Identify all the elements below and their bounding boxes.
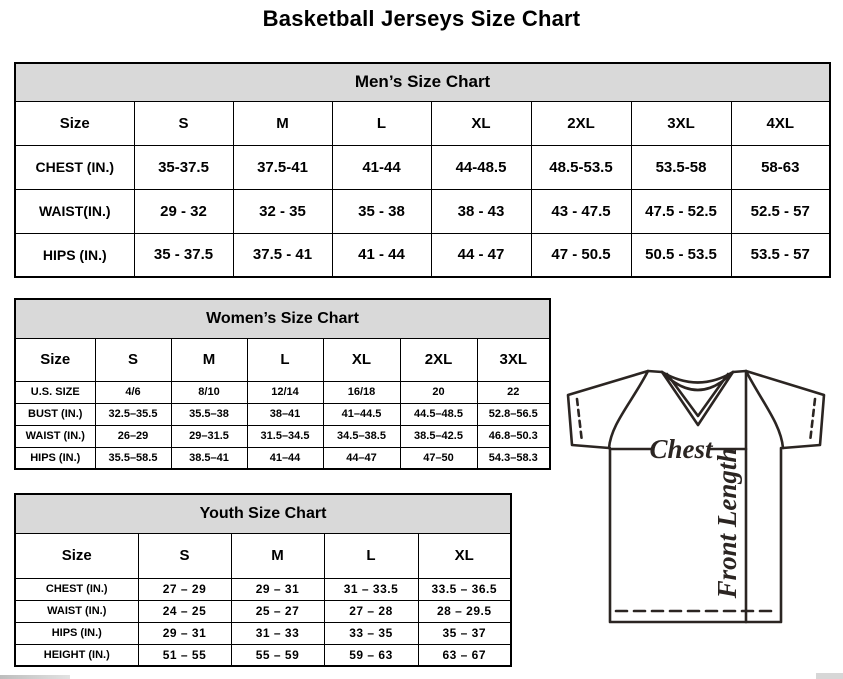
- column-header: 3XL: [631, 101, 731, 145]
- column-header: Size: [15, 338, 95, 381]
- cell: 37.5-41: [233, 145, 332, 189]
- column-header: L: [332, 101, 431, 145]
- cell: 35 – 37: [418, 622, 511, 644]
- womens-table-title: Women’s Size Chart: [15, 299, 550, 338]
- column-header: 4XL: [731, 101, 830, 145]
- table-row: [15, 145, 830, 189]
- column-header: XL: [418, 533, 511, 578]
- row-label: WAIST(IN.): [15, 189, 134, 233]
- table-row: [15, 233, 830, 277]
- table-row: [15, 189, 830, 233]
- cell: 52.8–56.5: [477, 403, 550, 425]
- cell: 50.5 - 53.5: [631, 233, 731, 277]
- cell: 33 – 35: [324, 622, 418, 644]
- jersey-measurement-diagram-icon: [556, 360, 843, 640]
- page-title: Basketball Jerseys Size Chart: [262, 6, 581, 31]
- youth-column-header-row: [15, 533, 511, 578]
- cell: 44.5–48.5: [400, 403, 477, 425]
- cell: 44–47: [323, 447, 400, 469]
- table-row: [15, 403, 550, 425]
- youth-table-title: Youth Size Chart: [15, 494, 511, 533]
- cell: 35 - 37.5: [134, 233, 233, 277]
- womens-table-header-band: [15, 299, 550, 338]
- row-label: HIPS (IN.): [15, 447, 95, 469]
- cell: 41–44: [247, 447, 323, 469]
- jersey-armhole-left: [609, 371, 648, 448]
- cell: 20: [400, 381, 477, 403]
- cell: 8/10: [171, 381, 247, 403]
- column-header: S: [95, 338, 171, 381]
- scrollbar-fragment-right: [816, 673, 843, 679]
- cell: 27 – 28: [324, 600, 418, 622]
- column-header: M: [233, 101, 332, 145]
- table-row: [15, 600, 511, 622]
- table-row: [15, 578, 511, 600]
- cell: 16/18: [323, 381, 400, 403]
- column-header: S: [138, 533, 231, 578]
- table-row: [15, 425, 550, 447]
- cell: 27 – 29: [138, 578, 231, 600]
- cell: 44-48.5: [431, 145, 531, 189]
- cell: 41–44.5: [323, 403, 400, 425]
- cell: 35 - 38: [332, 189, 431, 233]
- table-row: [15, 447, 550, 469]
- cell: 46.8–50.3: [477, 425, 550, 447]
- column-header: 2XL: [531, 101, 631, 145]
- table-row: [15, 644, 511, 666]
- cell: 44 - 47: [431, 233, 531, 277]
- column-header: M: [171, 338, 247, 381]
- womens-column-header-row: [15, 338, 550, 381]
- column-header: L: [247, 338, 323, 381]
- jersey-cuff-dash-left: [577, 399, 582, 442]
- row-label: CHEST (IN.): [15, 578, 138, 600]
- row-label: HIPS (IN.): [15, 233, 134, 277]
- cell: 29–31.5: [171, 425, 247, 447]
- cell: 55 – 59: [231, 644, 324, 666]
- cell: 35.5–38: [171, 403, 247, 425]
- cell: 52.5 - 57: [731, 189, 830, 233]
- column-header: XL: [323, 338, 400, 381]
- cell: 29 – 31: [231, 578, 324, 600]
- cell: 32 - 35: [233, 189, 332, 233]
- cell: 38 - 43: [431, 189, 531, 233]
- cell: 41 - 44: [332, 233, 431, 277]
- cell: 22: [477, 381, 550, 403]
- cell: 34.5–38.5: [323, 425, 400, 447]
- cell: 47–50: [400, 447, 477, 469]
- cell: 53.5 - 57: [731, 233, 830, 277]
- cell: 26–29: [95, 425, 171, 447]
- jersey-cuff-dash-right: [810, 399, 815, 442]
- cell: 31 – 33.5: [324, 578, 418, 600]
- cell: 33.5 – 36.5: [418, 578, 511, 600]
- jersey-armhole-right: [746, 371, 783, 448]
- chest-label: Chest: [649, 434, 713, 464]
- cell: 48.5-53.5: [531, 145, 631, 189]
- youth-table-header-band: [15, 494, 511, 533]
- cell: 12/14: [247, 381, 323, 403]
- cell: 47 - 50.5: [531, 233, 631, 277]
- cell: 38–41: [247, 403, 323, 425]
- scrollbar-fragment-left: [0, 675, 70, 679]
- cell: 25 – 27: [231, 600, 324, 622]
- column-header: XL: [431, 101, 531, 145]
- cell: 53.5-58: [631, 145, 731, 189]
- cell: 54.3–58.3: [477, 447, 550, 469]
- cell: 29 - 32: [134, 189, 233, 233]
- cell: 35.5–58.5: [95, 447, 171, 469]
- table-row: [15, 622, 511, 644]
- cell: 24 – 25: [138, 600, 231, 622]
- column-header: M: [231, 533, 324, 578]
- cell: 31.5–34.5: [247, 425, 323, 447]
- cell: 35-37.5: [134, 145, 233, 189]
- cell: 32.5–35.5: [95, 403, 171, 425]
- column-header: 3XL: [477, 338, 550, 381]
- mens-table-title: Men’s Size Chart: [15, 63, 830, 101]
- row-label: U.S. SIZE: [15, 381, 95, 403]
- cell: 51 – 55: [138, 644, 231, 666]
- cell: 47.5 - 52.5: [631, 189, 731, 233]
- mens-column-header-row: [15, 101, 830, 145]
- column-header: Size: [15, 101, 134, 145]
- row-label: HIPS (IN.): [15, 622, 138, 644]
- column-header: Size: [15, 533, 138, 578]
- cell: 37.5 - 41: [233, 233, 332, 277]
- row-label: BUST (IN.): [15, 403, 95, 425]
- womens-size-table: [14, 298, 551, 470]
- youth-size-table: [14, 493, 512, 667]
- cell: 31 – 33: [231, 622, 324, 644]
- table-row: [15, 381, 550, 403]
- front-length-label: Front Length: [712, 447, 742, 599]
- column-header: 2XL: [400, 338, 477, 381]
- row-label: WAIST (IN.): [15, 425, 95, 447]
- cell: 38.5–41: [171, 447, 247, 469]
- column-header: S: [134, 101, 233, 145]
- row-label: WAIST (IN.): [15, 600, 138, 622]
- cell: 43 - 47.5: [531, 189, 631, 233]
- cell: 4/6: [95, 381, 171, 403]
- cell: 58-63: [731, 145, 830, 189]
- jersey-body: [610, 448, 781, 622]
- mens-size-table: [14, 62, 831, 278]
- cell: 63 – 67: [418, 644, 511, 666]
- mens-table-header-band: [15, 63, 830, 101]
- row-label: CHEST (IN.): [15, 145, 134, 189]
- cell: 29 – 31: [138, 622, 231, 644]
- cell: 28 – 29.5: [418, 600, 511, 622]
- row-label: HEIGHT (IN.): [15, 644, 138, 666]
- column-header: L: [324, 533, 418, 578]
- cell: 59 – 63: [324, 644, 418, 666]
- cell: 41-44: [332, 145, 431, 189]
- cell: 38.5–42.5: [400, 425, 477, 447]
